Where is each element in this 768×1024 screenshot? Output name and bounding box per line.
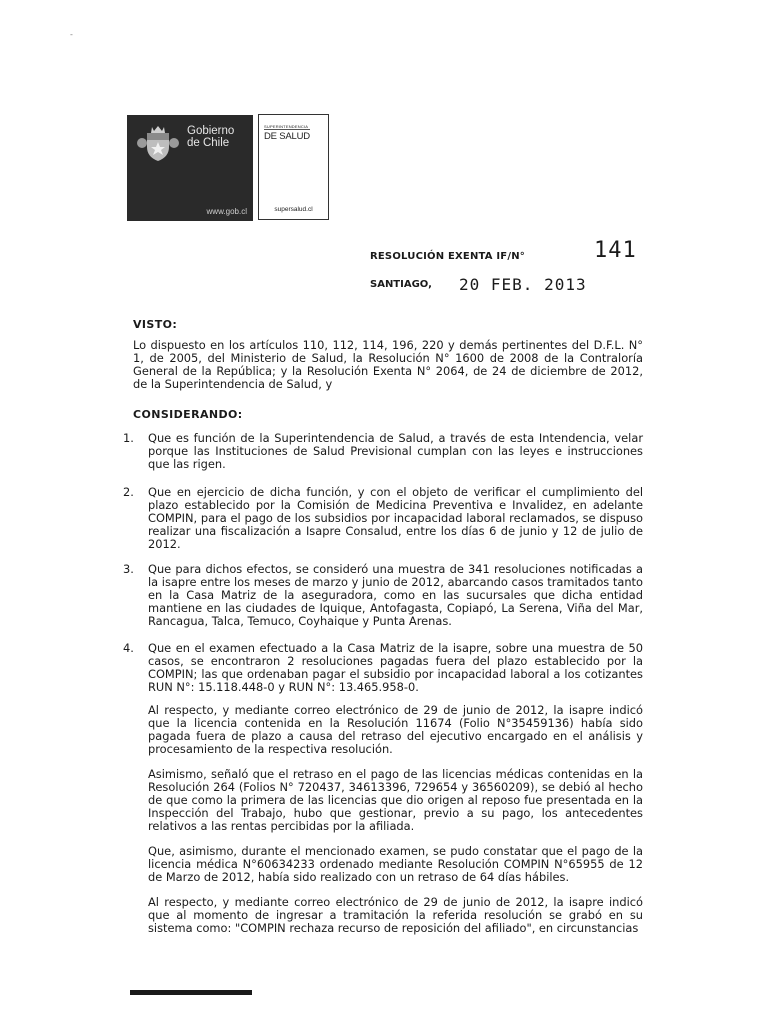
sub-paragraph-3: Que, asimismo, durante el mencionado examen, se pudo constatar que el pago de la licencia médica N°60634233 ordenado mediante Resolución COMPIN N°65955 de 12 de Marzo de 2012, había sido realizado con un retraso de 64 días hábiles.	[148, 844, 643, 884]
place-label: SANTIAGO,	[370, 279, 432, 290]
superintendencia-top-text: SUPERINTENDENCIA	[264, 124, 309, 129]
resolution-date: 20 FEB. 2013	[459, 275, 587, 294]
item-number: 3.	[123, 562, 134, 576]
gobierno-line2: de Chile	[187, 137, 230, 149]
resolution-label: RESOLUCIÓN EXENTA IF/N°	[370, 251, 525, 262]
sub-paragraph-2: Asimismo, señaló que el retraso en el pago de las licencias médicas contenidas en la Resolución 264 (Folios N° 720437, 34613396, 729654 y 36560209), se debió al hecho de que como la primera de las licencias que dio origen al reposo fue presentada en la Inspección del Trabajo, hubo que gestionar, previo a su pago, los antecedentes relativos a las rentas percibidas por la afiliada.	[148, 767, 643, 833]
gobierno-line1: Gobierno	[187, 125, 235, 137]
visto-text: Lo dispuesto en los artículos 110, 112, 114, 196, 220 y demás pertinentes del D.F.L. N° 1, de 2005, del Ministerio de Salud, la Resolución N° 1600 de 2008 de la Contraloría General de la República; y la Resolución Exenta N° 2064, de 24 de diciembre de 2012, de la Superintendencia de Salud, y	[133, 338, 643, 391]
item-number: 4.	[123, 641, 134, 655]
gobierno-url: www.gob.cl	[206, 207, 247, 216]
sub-paragraph-4: Al respecto, y mediante correo electrónico de 29 de junio de 2012, la isapre indicó que al momento de ingresar a tramitación la referida resolución se grabó en su sistema como: "COMPIN rechaza recurso de reposición del afiliado", en circunstancias	[148, 895, 643, 935]
coat-of-arms-icon	[135, 121, 181, 167]
considerando-item-4: Que en el examen efectuado a la Casa Matriz de la isapre, sobre una muestra de 50 casos, se encontraron 2 resoluciones pagadas fuera del plazo establecido por la COMPIN; las que ordenaban pagar el subsidio por incapacidad laboral a los cotizantes RUN N°: 15.118.448-0 y RUN N°: 13.465.958-0.	[148, 641, 643, 694]
superintendencia-logo	[258, 114, 329, 220]
footer-bar	[130, 990, 252, 995]
superintendencia-main-text: DE SALUD	[264, 131, 310, 142]
sub-paragraph-1: Al respecto, y mediante correo electrónico de 29 de junio de 2012, la isapre indicó que la licencia contenida en la Resolución 11674 (Folio N°35459136) había sido pagada fuera de plazo a causa del retraso del ejecutivo encargado en el análisis y procesamiento de la respectiva resolución.	[148, 703, 643, 756]
gobierno-de-chile-logo	[127, 115, 253, 221]
considerando-heading: CONSIDERANDO:	[133, 408, 243, 421]
visto-heading: VISTO:	[133, 318, 178, 331]
scan-mark: -	[70, 30, 73, 39]
considerando-item-2: Que en ejercicio de dicha función, y con el objeto de verificar el cumplimiento del plazo establecido por la Comisión de Medicina Preventiva e Invalidez, en adelante COMPIN, para el pago de los subsidios por incapacidad laboral reclamados, se dispuso realizar una fiscalización a Isapre Consalud, entre los días 6 de junio y 12 de julio de 2012.	[148, 485, 643, 551]
considerando-item-3: Que para dichos efectos, se consideró una muestra de 341 resoluciones notificadas a la isapre entre los meses de marzo y junio de 2012, abarcando casos tramitados tanto en la Casa Matriz de la aseguradora, como en las sucursales que dicha entidad mantiene en las ciudades de Iquique, Antofagasta, Copiapó, La Serena, Viña del Mar, Rancagua, Talca, Temuco, Coyhaique y Punta Arenas.	[148, 562, 643, 628]
considerando-item-1: Que es función de la Superintendencia de Salud, a través de esta Intendencia, velar porque las Instituciones de Salud Previsional cumplan con las leyes e instrucciones que las rigen.	[148, 431, 643, 471]
resolution-number: 141	[594, 238, 637, 263]
item-number: 1.	[123, 431, 134, 445]
superintendencia-url: supersalud.cl	[274, 206, 313, 213]
item-number: 2.	[123, 485, 134, 499]
